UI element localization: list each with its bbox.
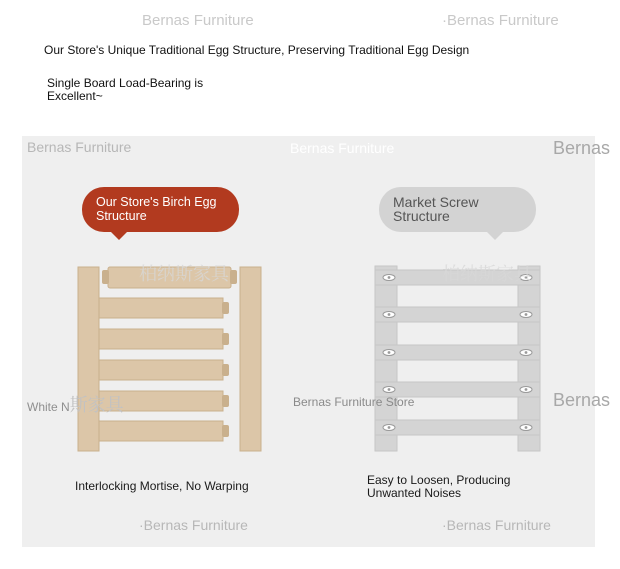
wood-right-post (240, 267, 261, 451)
watermark-brand-store: Bernas Furniture Store (293, 395, 415, 409)
watermark-cn-brand: 柏纳斯家具 (442, 264, 532, 284)
mortise-tenon (222, 395, 229, 407)
mortise-tenon (102, 270, 109, 284)
watermark-brand: Bernas Furniture (290, 140, 395, 156)
mortise-tenon (222, 333, 229, 345)
mortise-tenon (230, 270, 237, 284)
subtitle-line-2: Excellent~ (47, 89, 103, 103)
wood-slat (99, 298, 223, 318)
watermark-cn-partial: 斯家具 (69, 395, 124, 415)
watermark-brand-text: Bernas Furniture (447, 12, 559, 29)
watermark-brand: ·Bernas Furniture (442, 517, 551, 533)
watermark-white (27, 391, 124, 417)
watermark-brand: ·Bernas Furniture (139, 517, 248, 533)
birch-egg-structure-bubble (82, 187, 239, 232)
watermark-brand-text: Bernas Furniture (143, 517, 248, 533)
subtitle-line-1: Single Board Load-Bearing is (47, 76, 204, 90)
watermark-brand: Bernas Furniture (27, 139, 132, 155)
wood-slat (99, 329, 223, 349)
page-subtitle (47, 77, 203, 103)
bubble-line-1: Our Store's Birch Egg (96, 195, 217, 209)
wood-structure-caption: Interlocking Mortise, No Warping (75, 479, 249, 493)
comparison-panel (22, 136, 611, 547)
watermark-cn-brand: 柏纳斯家具 (139, 264, 229, 284)
caption-line-1: Easy to Loosen, Producing (367, 473, 511, 487)
wood-mortise-illustration (74, 264, 274, 464)
market-screw-structure-bubble (379, 187, 536, 232)
watermark-brand: ·Bernas Furniture (442, 12, 559, 29)
watermark-brand-text: Bernas Furniture (446, 517, 551, 533)
mortise-tenon (222, 302, 229, 314)
caption-line-2: Unwanted Noises (367, 486, 462, 500)
mortise-tenon (222, 364, 229, 376)
watermark-brand-short: Bernas (553, 138, 611, 158)
wood-slat (99, 421, 223, 441)
screw-frame-illustration (375, 264, 545, 454)
bubble-line-2: Structure (96, 209, 147, 223)
screw-slat (375, 345, 540, 360)
watermark-white-text: White N (27, 400, 70, 414)
screw-structure-caption (367, 474, 510, 500)
wood-slat (99, 360, 223, 380)
bubble-line-2: Structure (393, 208, 450, 224)
page-title: Our Store's Unique Traditional Egg Structure, Preserving Traditional Egg Design (44, 43, 470, 57)
wood-left-post (78, 267, 99, 451)
watermark-brand: Bernas Furniture (142, 12, 254, 29)
watermark-brand-short: Bernas (553, 390, 611, 410)
screw-slat (375, 420, 540, 435)
bubble-line-1: Market Screw (393, 194, 479, 210)
mortise-tenon (222, 425, 229, 437)
screw-slat (375, 307, 540, 322)
